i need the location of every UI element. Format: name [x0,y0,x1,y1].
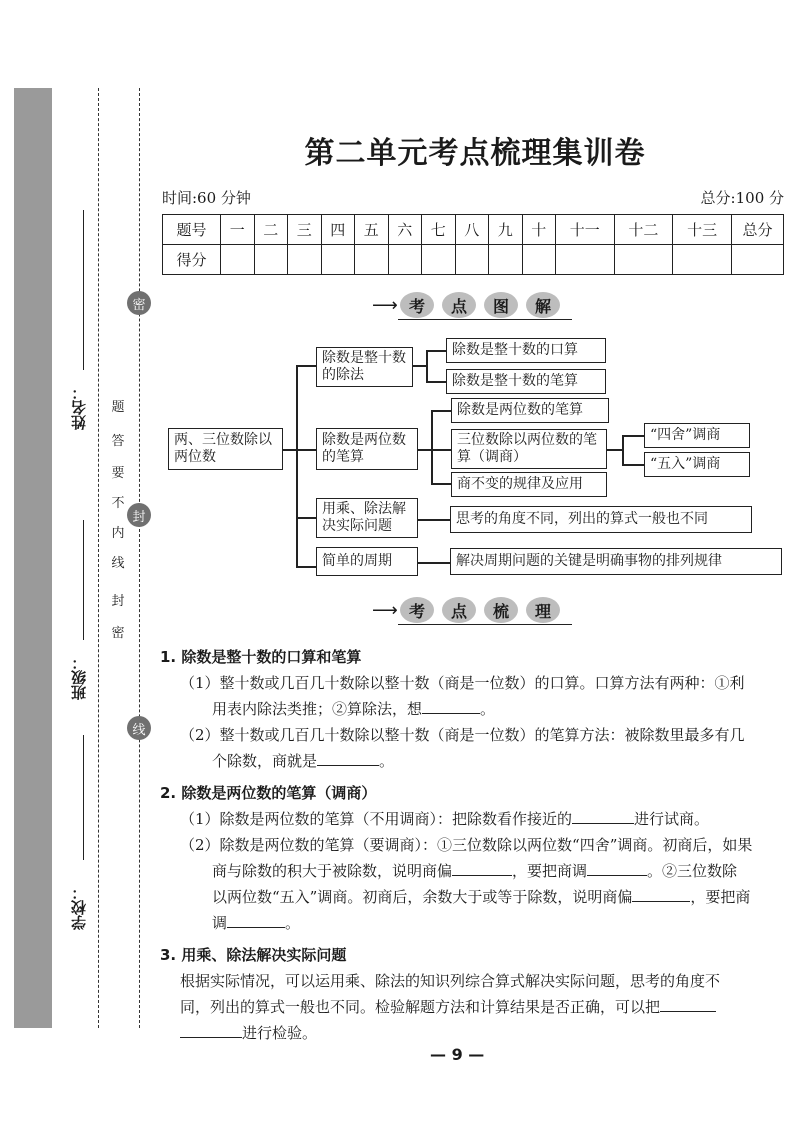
score-cell[interactable] [355,245,389,275]
banner-char: 考 [400,597,434,623]
text: 进行检验。 [242,1024,318,1042]
banner-review [372,597,572,625]
table-header-cell: 总分 [732,215,784,245]
text: 用表内除法类推；②算除法，想 [212,700,423,718]
table-header-cell: 七 [422,215,456,245]
section-heading: 3. 用乘、除法解决实际问题 [160,946,347,964]
answer-blank[interactable] [632,884,690,902]
map-branch-node: 用乘、除法解决实际问题 [316,498,418,538]
score-cell[interactable] [732,245,784,275]
text: 根据实际情况，可以运用乘、除法的知识列综合算式解决实际问题，思考的角度不 [180,972,721,990]
text: 同，列出的算式一般也不同。检验解题方法和计算结果是否正确，可以把 [180,998,661,1016]
answer-blank[interactable] [317,748,379,766]
connector [296,566,316,568]
seal-circle-xian: 线 [127,716,151,740]
map-leaf-node: 除数是整十数的口算 [446,338,606,363]
connector [431,410,451,412]
section-heading: 2. 除数是两位数的笔算（调商） [160,784,377,802]
connector [418,519,450,521]
seal-text-char: 不 [111,496,125,511]
map-branch-node: 除数是两位数的笔算 [316,428,418,470]
text: 。 [285,914,301,932]
seal-text-char: 线 [111,556,125,571]
score-cell[interactable] [522,245,556,275]
map-leaf-node: 解决周期问题的关键是明确事物的排列规律 [450,548,782,575]
table-header-cell: 十一 [556,215,615,245]
table-header-cell: 十二 [614,215,673,245]
text: （2）整十数或几百几十数除以整十数（商是一位数）的笔算方法：被除数里最多有几 [180,726,745,744]
connector [296,449,316,451]
map-leaf-node: “四舍”调商 [644,423,750,448]
banner-char: 梳 [484,597,518,623]
connector [296,365,316,367]
seal-text-char: 答 [111,434,125,449]
seal-circle-mi: 密 [127,291,151,315]
connector [426,350,428,382]
answer-blank[interactable] [452,858,512,876]
map-branch-node: 除数是整十数的除法 [316,347,413,387]
banner-char: 点 [442,292,476,318]
connector [622,435,624,465]
score-table-header-row [163,215,784,245]
connector [431,483,451,485]
score-row-label: 得分 [163,245,221,275]
connector [622,435,644,437]
score-cell[interactable] [556,245,615,275]
text: （2）除数是两位数的笔算（要调商）：①三位数除以两位数“四舍”调商。初商后，如果 [180,836,753,854]
arrow-icon: ⟶ [372,295,398,316]
connector [426,381,446,383]
text: 。②三位数除 [647,862,738,880]
time-limit: 时间:60 分钟 [162,189,251,207]
text: 调 [212,914,228,932]
connector [426,350,446,352]
school-field-line[interactable] [83,735,84,860]
map-leaf-node: “五入”调商 [644,452,750,477]
banner-char: 图 [484,292,518,318]
paragraph [160,670,788,722]
name-field-line[interactable] [83,210,84,370]
connector [418,449,432,451]
connector [413,365,427,367]
text: 以两位数“五入”调商。初商后，余数大于或等于除数，说明商偏 [212,888,633,906]
answer-blank[interactable] [180,1020,242,1038]
score-cell[interactable] [221,245,255,275]
banner-underline [398,624,572,625]
seal-text-char: 封 [111,594,125,609]
banner-char: 考 [400,292,434,318]
score-table [162,214,784,275]
score-cell[interactable] [489,245,523,275]
table-header-cell: 九 [489,215,523,245]
score-cell[interactable] [254,245,288,275]
text: 商与除数的积大于被除数，说明商偏 [212,862,453,880]
paragraph [160,832,788,936]
name-label: 姓名： [70,385,88,430]
table-header-cell: 十 [522,215,556,245]
text: （1）除数是两位数的笔算（不用调商）：把除数看作接近的 [180,810,573,828]
banner-char: 理 [526,597,560,623]
banner-char: 点 [442,597,476,623]
paragraph [160,806,788,832]
text: 。 [379,752,395,770]
answer-blank[interactable] [587,858,647,876]
seal-text-char: 题 [111,400,125,415]
score-cell[interactable] [422,245,456,275]
text: 进行试商。 [634,810,710,828]
review-content [160,638,788,1046]
map-branch-node: 简单的周期 [316,547,418,576]
connector [418,562,450,564]
connector [296,365,298,567]
table-header-cell: 三 [288,215,322,245]
banner-char: 解 [526,292,560,318]
answer-blank[interactable] [422,696,480,714]
map-leaf-node: 思考的角度不同，列出的算式一般也不同 [450,506,752,533]
score-cell[interactable] [614,245,673,275]
table-header-cell: 四 [321,215,355,245]
binding-strip [14,88,52,1028]
seal-dashed-line [139,88,140,1028]
seal-text-char: 内 [111,526,125,541]
answer-blank[interactable] [572,806,634,824]
seal-text-char: 密 [111,626,125,641]
connector [622,464,644,466]
table-header-cell: 二 [254,215,288,245]
arrow-icon: ⟶ [372,600,398,621]
page-number: — 9 — [430,1045,485,1064]
answer-blank[interactable] [660,994,716,1012]
connector [431,449,451,451]
school-label: 学校： [70,885,88,930]
paragraph [160,968,788,1046]
text: 个除数，商就是 [212,752,318,770]
score-table-score-row [163,245,784,275]
map-leaf-node: 除数是整十数的笔算 [446,369,606,394]
map-leaf-node: 三位数除以两位数的笔算（调商） [451,429,607,469]
class-label: 班级： [70,655,88,700]
connector [283,449,297,451]
class-field-line[interactable] [83,520,84,640]
page-title: 第二单元考点梳理集训卷 [304,136,646,171]
total-score: 总分:100 分 [700,189,784,207]
banner-diagram [372,292,572,320]
text: 。 [480,700,496,718]
connector [431,410,433,484]
table-header-cell: 十三 [673,215,732,245]
score-cell[interactable] [288,245,322,275]
table-header-cell: 一 [221,215,255,245]
score-cell[interactable] [388,245,422,275]
connector [607,449,623,451]
map-leaf-node: 商不变的规律及应用 [451,472,607,497]
banner-underline [398,319,572,320]
answer-blank[interactable] [227,910,285,928]
score-cell[interactable] [321,245,355,275]
table-header-cell: 五 [355,215,389,245]
map-root-node: 两、三位数除以两位数 [168,428,283,470]
text: ，要把商 [690,888,751,906]
seal-text-char: 要 [111,466,125,481]
table-header-cell: 题号 [163,215,221,245]
section-heading: 1. 除数是整十数的口算和笔算 [160,648,362,666]
table-header-cell: 六 [388,215,422,245]
seal-dashed-line [98,88,99,1028]
map-leaf-node: 除数是两位数的笔算 [451,398,609,423]
score-cell[interactable] [673,245,732,275]
score-cell[interactable] [455,245,489,275]
text: （1）整十数或几百几十数除以整十数（商是一位数）的口算。口算方法有两种：①利 [180,674,745,692]
text: ，要把商调 [512,862,588,880]
connector [296,517,316,519]
table-header-cell: 八 [455,215,489,245]
seal-circle-feng: 封 [127,503,151,527]
paragraph [160,722,788,774]
